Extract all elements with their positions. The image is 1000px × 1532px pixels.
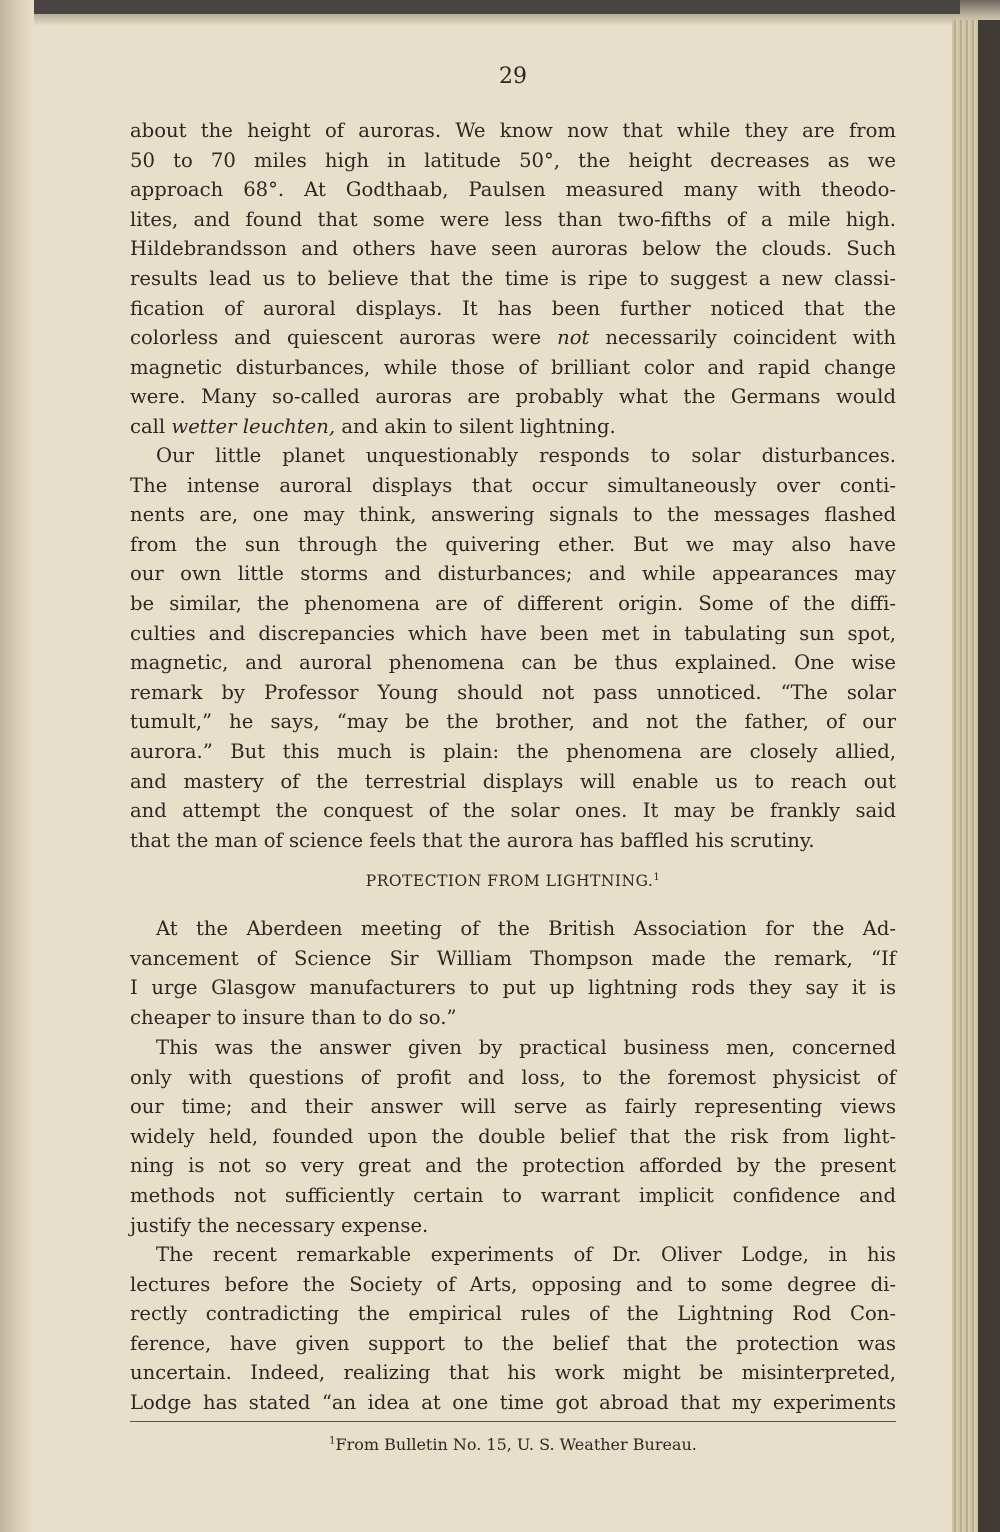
paragraph: [130, 1240, 896, 1418]
scan-top-edge: [0, 0, 1000, 26]
text-line: tumult,” he says, “may be the brother, and not the father, of our: [130, 710, 896, 734]
text-line: I urge Glasgow manufacturers to put up lightning rods they say it is: [130, 976, 896, 1000]
text-line: methods not sufficiently certain to warrant implicit confidence and: [130, 1183, 896, 1207]
page-edge: [952, 20, 1000, 1532]
text-line: were. Many so-called auroras are probably what the Germans would: [130, 385, 896, 409]
paragraph: [130, 116, 896, 442]
text-line: lectures before the Society of Arts, opposing and to some degree di-: [130, 1272, 896, 1296]
section-heading: [0, 872, 1000, 890]
paragraph: [130, 441, 896, 855]
footnote: [0, 1435, 1000, 1454]
italic-text: wetter leuchten,: [171, 414, 336, 438]
footnote-text: From Bulletin No. 15, U. S. Weather Bureau.: [335, 1435, 697, 1454]
page-number: 29: [499, 64, 527, 89]
paragraph: [130, 914, 896, 1032]
text-line: uncertain. Indeed, realizing that his work might be misinterpreted,: [130, 1361, 896, 1385]
text-line: 50 to 70 miles high in latitude 50°, the height decreases as we: [130, 148, 896, 172]
text-line: our own little storms and disturbances; and while appearances may: [130, 562, 896, 586]
text-line: Our little planet unquestionably responds to solar disturbances.: [156, 444, 896, 467]
text-line: our time; and their answer will serve as fairly representing views: [130, 1095, 896, 1119]
text-segment: colorless and quiescent auroras were: [130, 326, 558, 350]
text-line: vancement of Science Sir William Thompson made the remark, “If: [130, 946, 896, 970]
text-line: that the man of science feels that the aurora has baffled his scrutiny.: [130, 828, 815, 852]
footnote-mark: 1: [329, 1435, 336, 1447]
text-line: [130, 412, 896, 442]
text-line: about the height of auroras. We know now that while they are from: [130, 119, 896, 142]
text-line: Lodge has stated “an idea at one time got abroad that my experiments: [130, 1390, 896, 1414]
text-line: widely held, founded upon the double belief that the risk from light-: [130, 1124, 896, 1148]
text-line: At the Aberdeen meeting of the British Association for the Ad-: [156, 917, 896, 940]
text-line: magnetic disturbances, while those of brilliant color and rapid change: [130, 355, 896, 379]
text-line: The intense auroral displays that occur simultaneously over conti-: [130, 473, 896, 497]
text-line: The recent remarkable experiments of Dr. Oliver Lodge, in his: [156, 1243, 896, 1266]
footnote-mark: 1: [653, 872, 661, 883]
text-line: remark by Professor Young should not pass unnoticed. “The solar: [130, 680, 896, 704]
text-line: and mastery of the terrestrial displays will enable us to reach out: [130, 769, 896, 793]
text-line: lites, and found that some were less than two-fifths of a mile high.: [130, 207, 896, 231]
paragraph: [130, 1033, 896, 1240]
text-line: approach 68°. At Godthaab, Paulsen measured many with theodo-: [130, 178, 896, 202]
text-line: results lead us to believe that the time is ripe to suggest a new classi-: [130, 266, 896, 290]
text-line: magnetic, and auroral phenomena can be thus explained. One wise: [130, 651, 896, 675]
text-line: ference, have given support to the belief that the protection was: [130, 1331, 896, 1355]
text-segment: call: [130, 414, 172, 438]
italic-text: not: [557, 326, 590, 350]
text-line: be similar, the phenomena are of different origin. Some of the diffi-: [130, 591, 896, 615]
text-line: ning is not so very great and the protection afforded by the present: [130, 1154, 896, 1178]
page-gutter: [0, 0, 34, 1532]
text-line: cheaper to insure than to do so.”: [130, 1005, 457, 1029]
text-line: from the sun through the quivering ether. But we may also have: [130, 532, 896, 556]
text-line: aurora.” But this much is plain: the phenomena are closely allied,: [130, 739, 896, 763]
text-segment: and akin to silent lightning.: [335, 414, 616, 438]
text-line: nents are, one may think, answering signals to the messages flashed: [130, 503, 896, 527]
text-line: justify the necessary expense.: [130, 1213, 429, 1237]
text-line: fication of auroral displays. It has been further noticed that the: [130, 296, 896, 320]
text-line: culties and discrepancies which have been met in tabulating sun spot,: [130, 621, 896, 645]
footnote-divider: [130, 1421, 896, 1422]
text-segment: necessarily coincident with: [589, 326, 896, 350]
text-line: This was the answer given by practical business men, concerned: [156, 1036, 896, 1059]
text-line: rectly contradicting the empirical rules of the Lightning Rod Con-: [130, 1302, 896, 1326]
text-line: and attempt the conquest of the solar ones. It may be frankly said: [130, 799, 896, 823]
text-line: [130, 323, 896, 353]
text-line: only with questions of profit and loss, to the foremost physicist of: [130, 1065, 896, 1089]
text-line: Hildebrandsson and others have seen auroras below the clouds. Such: [130, 237, 896, 261]
heading-text: PROTECTION FROM LIGHTNING.: [365, 872, 654, 891]
